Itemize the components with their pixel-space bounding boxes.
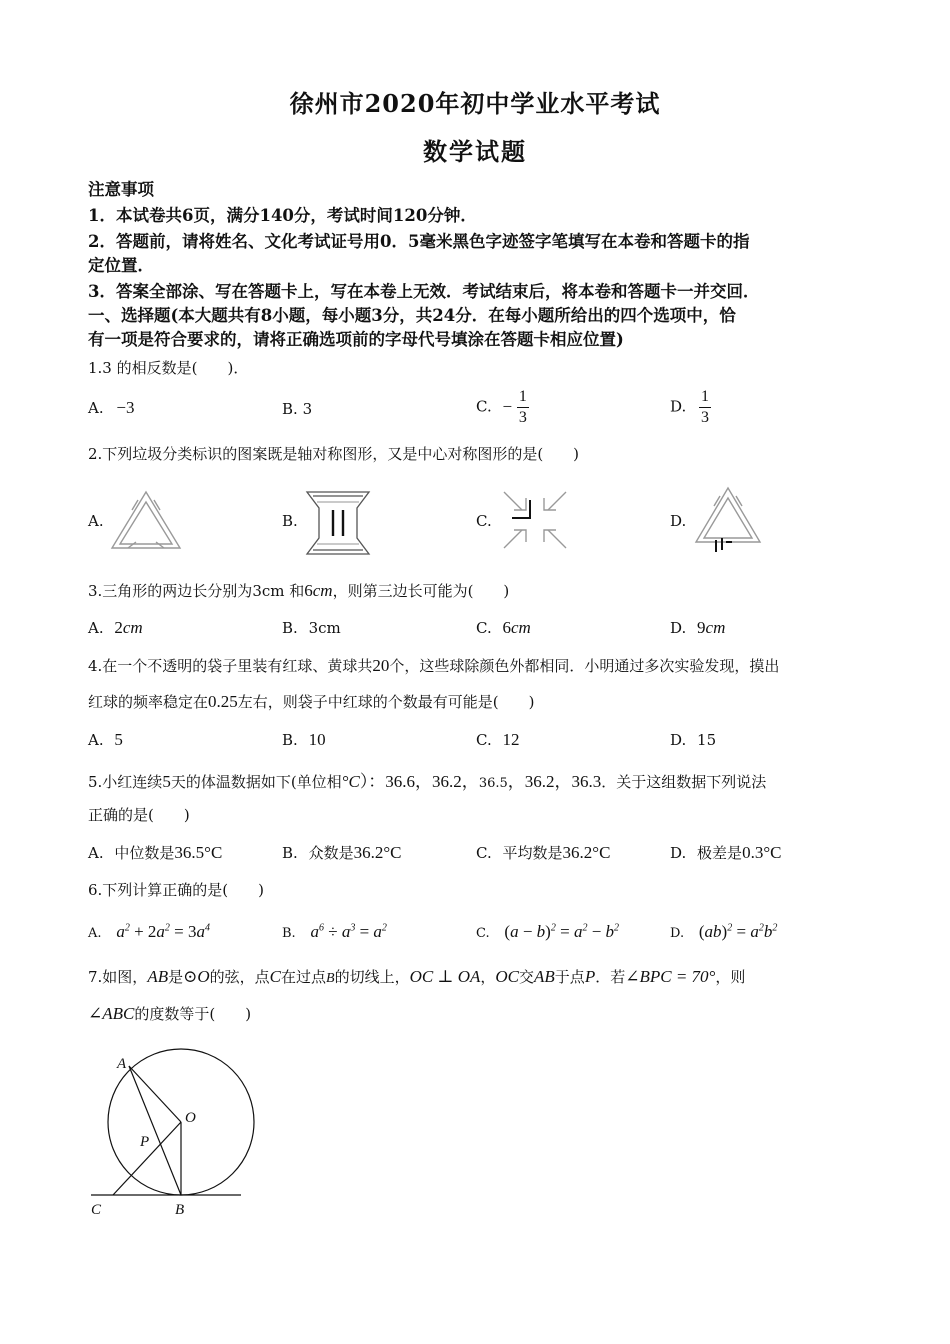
q3-stem	[88, 580, 868, 601]
q1-d-numerator: 1	[699, 387, 711, 408]
q2-b-label: B.	[282, 512, 298, 530]
q5-c-value: 36.2°C	[562, 843, 611, 862]
q5-line1-pre: 5.小红连续	[88, 773, 163, 791]
q5-line1-unit: °C	[341, 772, 360, 791]
notice-heading: 注意事项	[88, 180, 154, 199]
q7-t8: ．若	[595, 968, 626, 986]
q3-stem-pre: 3.三角形的两边长分别为3cm 和	[88, 582, 305, 600]
q4-option-a	[88, 730, 123, 750]
q7-ab: AB	[147, 967, 169, 986]
q7-t1: 是	[168, 968, 184, 986]
q4-stem-line1	[88, 655, 868, 676]
q4-option-d	[670, 731, 716, 749]
q7-t4: 的切线上，	[334, 968, 410, 986]
q5-option-b	[282, 842, 401, 863]
recycle-triangle-alt-icon	[692, 484, 764, 556]
q6-option-d	[670, 922, 777, 942]
q1-d-label: D.	[670, 397, 687, 416]
q7-t7: 于点	[554, 968, 585, 986]
exam-title: 徐州市2020年初中学业水平考试	[289, 89, 661, 118]
q4-line1-post: 个，这些球除颜色外都相同．小明通过多次实验发现，摸出	[389, 657, 780, 675]
q5-option-c	[476, 842, 610, 863]
q5-d-value: 0.3°C	[742, 843, 782, 862]
q5-line1-data: ）：36.6，36.2，	[359, 772, 479, 791]
q7-circle-o: ⊙O	[183, 967, 210, 986]
q1-c-label: C.	[476, 397, 492, 416]
q3-option-d	[670, 618, 725, 638]
q7-p: P	[584, 967, 596, 986]
q7-t6: 交	[519, 968, 535, 986]
q7-c: C	[269, 967, 281, 986]
q1-a-value: −3	[116, 398, 135, 417]
q4-line2-pre: 红球的频率稳定在	[88, 693, 209, 711]
q1-option-a	[88, 398, 134, 418]
q4-option-c	[476, 730, 520, 750]
q1-option-c	[476, 387, 529, 428]
q6-c-expression: $(a - b)^2 = a^2 - b^2$	[504, 922, 620, 941]
q7-t5: ，	[480, 968, 496, 986]
q3-c-unit: cm	[511, 618, 531, 637]
q5-stem-line1	[88, 767, 868, 792]
q5-b-label: B.	[282, 844, 298, 862]
q4-a-label: A.	[88, 731, 104, 749]
q7-segment-oa	[129, 1066, 181, 1122]
section1-intro-line2: 有一项是符合要求的，请将正确选项前的字母代号填涂在答题卡相应位置)	[88, 330, 624, 349]
q7-t2: 的弦，点	[209, 968, 270, 986]
q4-d-label: D.	[670, 731, 687, 749]
q7-angle-bpc: ∠BPC = 70°	[625, 967, 716, 986]
q1-option-b	[282, 400, 312, 418]
q4-line2-post: 左右，则袋子中红球的个数最有可能是( )	[237, 693, 535, 711]
q1-d-denominator: 3	[701, 409, 710, 426]
q3-b-label: B.	[282, 619, 298, 637]
q5-option-d	[670, 842, 781, 863]
q6-option-b	[282, 922, 387, 942]
q4-line1-num: 20	[372, 656, 390, 675]
q7-angle-abc: ∠ABC	[88, 1004, 135, 1023]
q3-option-a	[88, 618, 143, 638]
q2-stem: 2.下列垃圾分类标识的图案既是轴对称图形，又是中心对称图形的是( )	[88, 445, 580, 463]
recycle-triangle-icon	[108, 488, 183, 552]
q1-c-denominator: 3	[518, 409, 527, 426]
q3-d-unit: cm	[705, 618, 726, 637]
q7-b: B	[326, 971, 335, 986]
q1-a-label: A.	[88, 399, 104, 417]
q7-t9: ，则	[715, 968, 746, 986]
q3-a-label: A.	[88, 619, 104, 637]
exam-subtitle: 数学试题	[423, 137, 527, 166]
q4-stem-line2	[88, 691, 868, 712]
q5-d-label: D.	[670, 844, 687, 862]
q7-label-b: B	[175, 1202, 185, 1218]
q7-label-c: C	[91, 1202, 102, 1218]
q4-line2-num: 0.25	[208, 692, 238, 711]
q4-a-value: 5	[114, 730, 123, 749]
q1-c-fraction	[517, 387, 529, 428]
q6-a-expression: $a^2 + 2a^2 = 3a^4$	[116, 922, 210, 941]
q2-a-label: A.	[88, 512, 104, 530]
q1-d-fraction	[699, 387, 711, 428]
q3-stem-num: 6	[304, 581, 313, 600]
q2-c-label: C.	[476, 512, 492, 530]
section1-intro-line1: 一、选择题(本大题共有8小题，每小题3分，共24分．在每小题所给出的四个选项中，恰	[88, 306, 736, 325]
q7-t3: 在过点	[281, 968, 327, 986]
q5-b-value: 36.2°C	[353, 843, 402, 862]
q6-d-expression: $(ab)^2 = a^2b^2$	[698, 922, 778, 941]
q7-ab2: AB	[534, 967, 555, 986]
q5-line1-post: ．关于这组数据下列说法	[601, 773, 767, 791]
q3-a-unit: cm	[122, 618, 143, 637]
q1-c-sign: −	[502, 396, 513, 416]
q7-geometry-figure	[85, 1050, 245, 1220]
q5-b-text: 众数是	[308, 844, 354, 862]
q3-stem-post: ，则第三边长可能为( )	[332, 582, 510, 600]
q7-stem-line1	[88, 966, 868, 987]
q2-d-label: D.	[670, 512, 687, 530]
q1-option-d	[670, 387, 711, 428]
q7-oc: OC	[495, 967, 519, 986]
q1-b-label: B.	[282, 400, 298, 418]
notice-item-2-cont: 定位置．	[88, 256, 154, 275]
q7-perp: OC ⊥ OA	[409, 967, 481, 986]
q3-a-num: 2	[114, 618, 123, 637]
q3-option-c	[476, 618, 531, 638]
q7-segment-oc	[113, 1122, 181, 1195]
q5-a-label: A.	[88, 844, 104, 862]
q6-d-label: D.	[670, 926, 685, 941]
q4-c-label: C.	[476, 731, 492, 749]
q5-a-value: 36.5°C	[174, 843, 223, 862]
q5-line1-mid: 天的体温数据如下(单位相	[170, 773, 342, 791]
q5-stem-line2: 正确的是( )	[88, 806, 190, 824]
q3-c-num: 6	[502, 618, 511, 637]
q6-option-a	[88, 922, 210, 942]
q4-d-value: 15	[697, 731, 717, 749]
arrows-in-icon	[500, 488, 570, 552]
notice-item-3: 3．答案全部涂、写在答题卡上，写在本卷上无效．考试结束后，将本卷和答题卡一并交回．	[88, 282, 760, 301]
q6-c-label: C.	[476, 926, 490, 941]
q3-c-label: C.	[476, 619, 492, 637]
q1-b-value: 3	[302, 400, 313, 418]
q5-c-text: 平均数是	[502, 844, 563, 862]
q4-line1-pre: 4.在一个不透明的袋子里装有红球、黄球共	[88, 657, 373, 675]
q7-t0: 7.如图，	[88, 968, 148, 986]
q5-c-label: C.	[476, 844, 492, 862]
q6-stem: 6.下列计算正确的是( )	[88, 881, 265, 899]
q4-b-label: B.	[282, 731, 298, 749]
kitchen-waste-icon	[303, 488, 373, 558]
q5-line1-small: 36.5	[478, 776, 508, 791]
q7-label-o: O	[185, 1110, 196, 1126]
q7-label-p: P	[140, 1134, 150, 1150]
q4-b-value: 10	[308, 730, 326, 749]
q5-option-a	[88, 842, 222, 863]
q1-stem: 1.3 的相反数是( )．	[88, 359, 249, 377]
q6-b-expression: $a^6 \div a^3 = a^2$	[310, 922, 387, 941]
q7-line2-post: 的度数等于( )	[134, 1005, 252, 1023]
q3-b-value: 3cm	[308, 619, 341, 637]
notice-item-1: 1．本试卷共6页，满分140分，考试时间120分钟．	[88, 206, 477, 225]
q3-stem-unit: cm	[312, 581, 333, 600]
q3-d-num: 9	[697, 618, 706, 637]
q6-option-c	[476, 922, 619, 942]
q5-a-text: 中位数是	[114, 844, 175, 862]
q6-b-label: B.	[282, 926, 296, 941]
q5-line1-num: 5	[162, 772, 171, 791]
q6-a-label: A.	[88, 926, 102, 941]
q5-line1-data2: ，36.2，36.3	[507, 772, 602, 791]
q1-c-numerator: 1	[517, 387, 529, 408]
q4-option-b	[282, 730, 326, 750]
notice-item-2: 2．答题前，请将姓名、文化考试证号用0．5毫米黑色字迹签字笔填写在本卷和答题卡的指	[88, 232, 750, 251]
q3-d-label: D.	[670, 619, 687, 637]
q3-option-b	[282, 619, 341, 637]
q7-stem-line2	[88, 1003, 868, 1024]
q5-d-text: 极差是	[697, 844, 743, 862]
q7-label-a: A	[117, 1056, 127, 1072]
q4-c-value: 12	[502, 730, 520, 749]
